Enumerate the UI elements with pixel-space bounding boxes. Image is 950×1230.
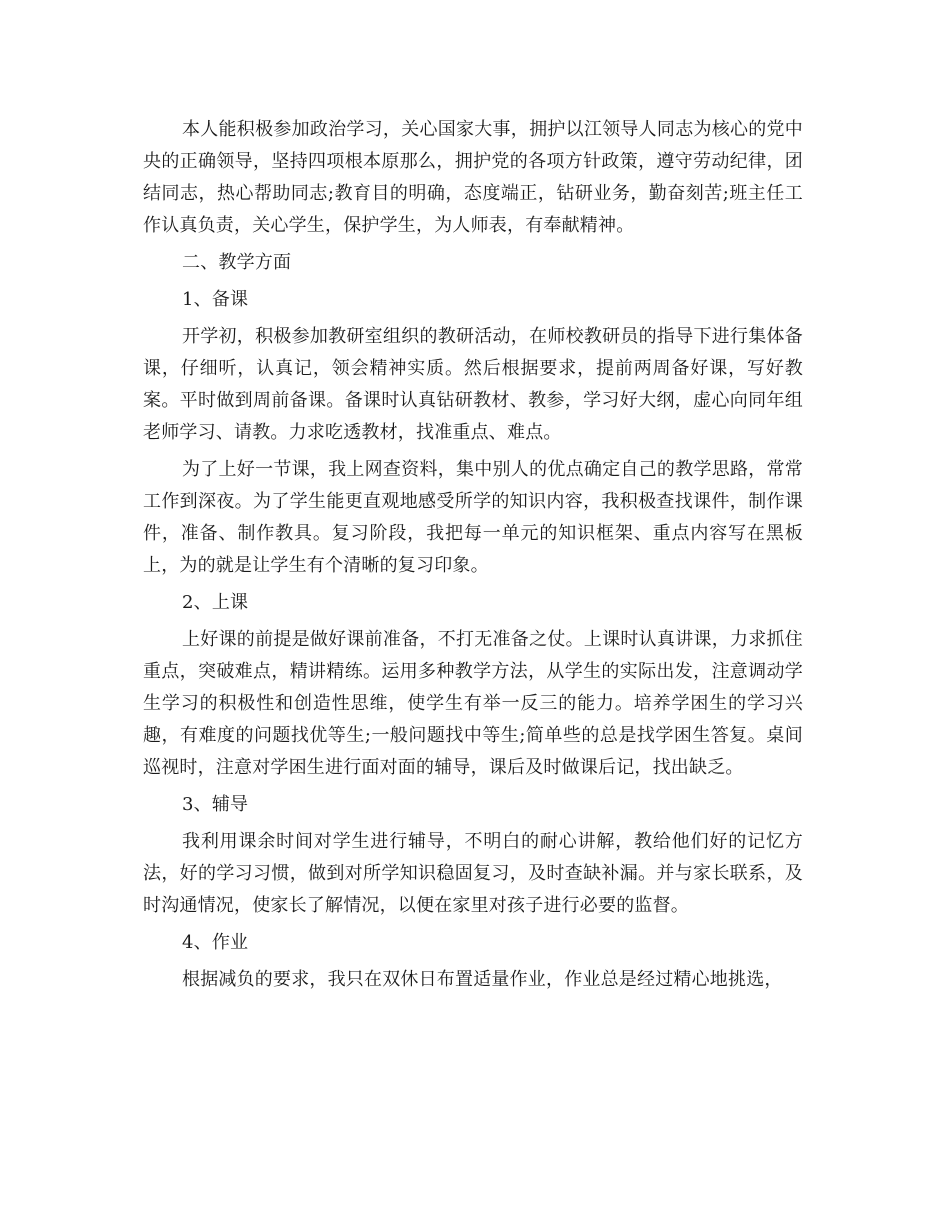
paragraph-tutoring: 我利用课余时间对学生进行辅导，不明白的耐心讲解，教给他们好的记忆方法，好的学习习惯，做到对所学知识稳固复习，及时查缺补漏。并与家长联系，及时沟通情况，使家长了解情况，以便在家里对孩子进行必要的监督。	[143, 831, 803, 916]
paragraph-class: 上好课的前提是做好课前准备，不打无准备之仗。上课时认真讲课，力求抓住重点，突破难点，精讲精练。运用多种教学方法，从学生的实际出发，注意调动学生学习的积极性和创造性思维，使学生有举一反三的能力。培养学困生的学习兴趣，有难度的问题找优等生;一般问题找中等生;简单些的总是找学困生答复。桌间巡视时，注意对学困生进行面对面的辅导，课后及时做课后记，找出缺乏。	[143, 629, 803, 778]
paragraph-lesson-prep: 开学初，积极参加教研室组织的教研活动，在师校教研员的指导下进行集体备课，仔细听，认真记，领会精神实质。然后根据要求，提前两周备好课，写好教案。平时做到周前备课。备课时认真钻研教材、教参，学习好大纲，虚心向同年组老师学习、请教。力求吃透教材，找准重点、难点。	[143, 326, 803, 443]
subheading-lesson-prep: 1、备课	[182, 289, 249, 310]
paragraph-lesson-materials: 为了上好一节课，我上网查资料，集中别人的优点确定自己的教学思路，常常工作到深夜。为了学生能更直观地感受所学的知识内容，我积极查找课件，制作课件，准备、制作教具。复习阶段，我把每一单元的知识框架、重点内容写在黑板上，为的就是让学生有个清晰的复习印象。	[143, 459, 803, 576]
section-heading-teaching: 二、教学方面	[182, 252, 292, 273]
document-body	[143, 114, 803, 1001]
paragraph-homework: 根据减负的要求，我只在双休日布置适量作业，作业总是经过精心地挑选，	[182, 969, 783, 990]
subheading-homework: 4、作业	[182, 932, 249, 953]
subheading-class: 2、上课	[182, 592, 249, 613]
subheading-tutoring: 3、辅导	[182, 794, 249, 815]
paragraph-political-study: 本人能积极参加政治学习，关心国家大事，拥护以江领导人同志为核心的党中央的正确领导，坚持四项根本原那么，拥护党的各项方针政策，遵守劳动纪律，团结同志，热心帮助同志;教育目的明确，态度端正，钻研业务，勤奋刻苦;班主任工作认真负责，关心学生，保护学生，为人师表，有奉献精神。	[143, 119, 803, 236]
